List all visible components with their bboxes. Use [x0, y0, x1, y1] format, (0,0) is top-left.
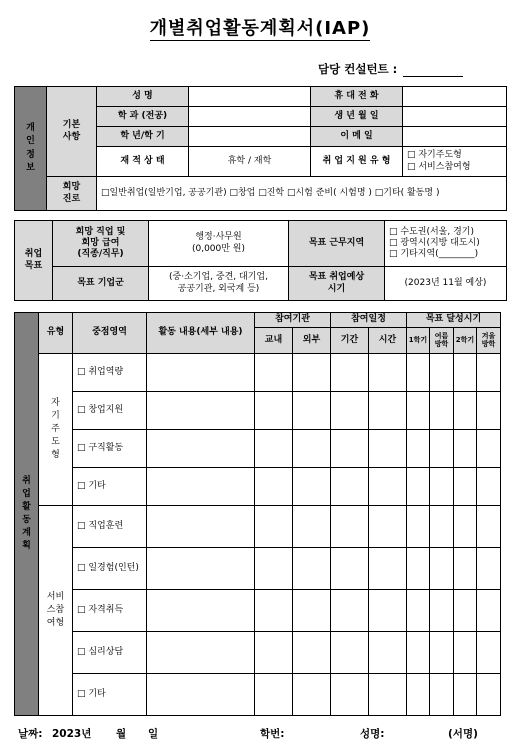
hope-job-value[interactable]: 행정·사무원 (0,000만 원)	[149, 221, 289, 267]
focus-checkbox[interactable]: □ 일경험(인턴)	[73, 548, 147, 590]
sem2-cell[interactable]	[454, 674, 477, 716]
activity-plan-side-label: 취 업 활 동 계 획	[15, 313, 39, 716]
major-label: 학 과 (전공)	[97, 107, 189, 127]
time-cell[interactable]	[369, 548, 407, 590]
consultant-field	[318, 61, 463, 77]
summer-cell[interactable]	[430, 468, 454, 506]
hope-job-label: 희망 직업 및 희망 급여 (직종/직무)	[53, 221, 149, 267]
header-participating-org: 참여기관	[255, 313, 331, 328]
header-participation-schedule: 참여일정	[331, 313, 407, 328]
sem2-cell[interactable]	[454, 392, 477, 430]
hope-career-label: 희망 진로	[47, 177, 97, 211]
sem1-cell[interactable]	[407, 392, 430, 430]
signature-field[interactable]: (서명)	[448, 728, 478, 740]
type-service-participation: 서비 스참 여형	[39, 506, 73, 716]
activity-cell[interactable]	[147, 354, 255, 392]
checkbox-service-participation[interactable]: □ 서비스참여형	[407, 161, 471, 172]
sem1-cell[interactable]	[407, 548, 430, 590]
activity-cell[interactable]	[147, 430, 255, 468]
phone-input[interactable]	[403, 87, 507, 107]
focus-checkbox[interactable]: □ 심리상담	[73, 632, 147, 674]
personal-info-table	[14, 86, 507, 211]
winter-cell[interactable]	[477, 674, 501, 716]
org-in-cell[interactable]	[255, 632, 293, 674]
header-type: 유형	[39, 313, 73, 354]
activity-cell[interactable]	[147, 632, 255, 674]
focus-checkbox[interactable]: □ 직업훈련	[73, 506, 147, 548]
header-semester-1: 1학기	[407, 328, 430, 354]
time-cell[interactable]	[369, 354, 407, 392]
activity-cell[interactable]	[147, 468, 255, 506]
header-time: 시간	[369, 328, 407, 354]
major-input[interactable]	[189, 107, 311, 127]
sem1-cell[interactable]	[407, 468, 430, 506]
sem1-cell[interactable]	[407, 632, 430, 674]
activity-cell[interactable]	[147, 392, 255, 430]
period-cell[interactable]	[331, 430, 369, 468]
time-cell[interactable]	[369, 430, 407, 468]
header-focus-area: 중점영역	[73, 313, 147, 354]
target-region-options[interactable]	[385, 221, 507, 267]
checkbox-metro-city[interactable]: □ 광역시(지방 대도시)	[389, 237, 480, 248]
winter-cell[interactable]	[477, 468, 501, 506]
summer-cell[interactable]	[430, 506, 454, 548]
personal-info-side-label: 개 인 정 보	[15, 87, 47, 211]
enroll-status-value[interactable]: 휴학 / 재학	[189, 147, 311, 177]
period-cell[interactable]	[331, 392, 369, 430]
grade-label: 학 년/학 기	[97, 127, 189, 147]
time-cell[interactable]	[369, 468, 407, 506]
sem1-cell[interactable]	[407, 430, 430, 468]
activity-plan-table	[14, 312, 501, 716]
birth-label: 생 년 월 일	[311, 107, 403, 127]
focus-checkbox[interactable]: □ 창업지원	[73, 392, 147, 430]
date-month[interactable]: 월	[116, 728, 127, 740]
student-id-field[interactable]: 학번:	[260, 728, 285, 740]
summer-cell[interactable]	[430, 392, 454, 430]
date-year[interactable]: 2023년	[52, 728, 92, 740]
org-out-cell[interactable]	[293, 632, 331, 674]
org-out-cell[interactable]	[293, 392, 331, 430]
org-in-cell[interactable]	[255, 548, 293, 590]
winter-cell[interactable]	[477, 548, 501, 590]
winter-cell[interactable]	[477, 506, 501, 548]
consultant-blank[interactable]	[403, 64, 463, 77]
summer-cell[interactable]	[430, 632, 454, 674]
sem2-cell[interactable]	[454, 548, 477, 590]
period-cell[interactable]	[331, 506, 369, 548]
phone-label: 휴 대 전 화	[311, 87, 403, 107]
org-out-cell[interactable]	[293, 468, 331, 506]
org-in-cell[interactable]	[255, 354, 293, 392]
sem2-cell[interactable]	[454, 468, 477, 506]
org-out-cell[interactable]	[293, 674, 331, 716]
sem2-cell[interactable]	[454, 354, 477, 392]
org-in-cell[interactable]	[255, 392, 293, 430]
birth-input[interactable]	[403, 107, 507, 127]
focus-checkbox[interactable]: □ 자격취득	[73, 590, 147, 632]
enroll-status-label: 재 적 상 태	[97, 147, 189, 177]
activity-cell[interactable]	[147, 548, 255, 590]
email-input[interactable]	[403, 127, 507, 147]
type-self-directed: 자 기 주 도 형	[39, 354, 73, 506]
period-cell[interactable]	[331, 674, 369, 716]
employment-goal-table	[14, 220, 507, 301]
sem2-cell[interactable]	[454, 632, 477, 674]
target-region-label: 목표 근무지역	[289, 221, 385, 267]
header-activity-content: 활동 내용(세부 내용)	[147, 313, 255, 354]
org-in-cell[interactable]	[255, 468, 293, 506]
sem1-cell[interactable]	[407, 590, 430, 632]
period-cell[interactable]	[331, 468, 369, 506]
sem1-cell[interactable]	[407, 674, 430, 716]
sem1-cell[interactable]	[407, 354, 430, 392]
period-cell[interactable]	[331, 354, 369, 392]
checkbox-self-directed[interactable]: □ 자기주도형	[407, 150, 462, 161]
header-on-campus: 교내	[255, 328, 293, 354]
time-cell[interactable]	[369, 392, 407, 430]
grade-input[interactable]	[189, 127, 311, 147]
header-external: 외부	[293, 328, 331, 354]
header-summer-break: 여름 방학	[430, 328, 454, 354]
name-field[interactable]: 성명:	[360, 728, 385, 740]
focus-checkbox[interactable]: □ 구직활동	[73, 430, 147, 468]
target-period-value[interactable]: (2023년 11월 예상)	[385, 267, 507, 301]
checkbox-other-region[interactable]: □ 기타지역(________)	[389, 249, 479, 260]
support-type-options[interactable]	[403, 147, 507, 177]
summer-cell[interactable]	[430, 590, 454, 632]
consultant-label: 담당 컨설턴트 :	[318, 62, 398, 76]
time-cell[interactable]	[369, 674, 407, 716]
org-out-cell[interactable]	[293, 548, 331, 590]
focus-checkbox[interactable]: □ 취업역량	[73, 354, 147, 392]
support-type-label: 취 업 지 원 유 형	[311, 147, 403, 177]
summer-cell[interactable]	[430, 674, 454, 716]
page-title: 개별취업활동계획서(IAP)	[149, 18, 371, 39]
org-out-cell[interactable]	[293, 590, 331, 632]
target-company-value[interactable]: (중·소기업, 중견, 대기업, 공공기관, 외국계 등)	[149, 267, 289, 301]
header-target-period: 목표 달성시기	[407, 313, 501, 328]
summer-cell[interactable]	[430, 548, 454, 590]
activity-cell[interactable]	[147, 674, 255, 716]
checkbox-capital-area[interactable]: □ 수도권(서울, 경기)	[389, 226, 474, 237]
sem2-cell[interactable]	[454, 430, 477, 468]
date-day[interactable]: 일	[148, 728, 159, 740]
sem2-cell[interactable]	[454, 506, 477, 548]
name-label: 성 명	[97, 87, 189, 107]
header-winter-break: 겨울 방학	[477, 328, 501, 354]
focus-checkbox[interactable]: □ 기타	[73, 468, 147, 506]
header-semester-2: 2학기	[454, 328, 477, 354]
org-out-cell[interactable]	[293, 506, 331, 548]
winter-cell[interactable]	[477, 430, 501, 468]
summer-cell[interactable]	[430, 354, 454, 392]
org-in-cell[interactable]	[255, 590, 293, 632]
winter-cell[interactable]	[477, 392, 501, 430]
org-out-cell[interactable]	[293, 354, 331, 392]
org-out-cell[interactable]	[293, 430, 331, 468]
org-in-cell[interactable]	[255, 506, 293, 548]
sem1-cell[interactable]	[407, 506, 430, 548]
time-cell[interactable]	[369, 506, 407, 548]
org-in-cell[interactable]	[255, 430, 293, 468]
email-label: 이 메 일	[311, 127, 403, 147]
time-cell[interactable]	[369, 632, 407, 674]
summer-cell[interactable]	[430, 430, 454, 468]
winter-cell[interactable]	[477, 632, 501, 674]
period-cell[interactable]	[331, 632, 369, 674]
target-company-label: 목표 기업군	[53, 267, 149, 301]
org-in-cell[interactable]	[255, 674, 293, 716]
winter-cell[interactable]	[477, 354, 501, 392]
activity-cell[interactable]	[147, 590, 255, 632]
header-period: 기간	[331, 328, 369, 354]
target-period-label: 목표 취업예상 시기	[289, 267, 385, 301]
name-input[interactable]	[189, 87, 311, 107]
date-label: 날짜:	[18, 728, 43, 740]
hope-career-options[interactable]: □일반취업(일반기업, 공공기관) □창업 □진학 □시험 준비( 시험명 ) □기타( 활동명 )	[97, 177, 507, 211]
goal-side-label: 취업 목표	[15, 221, 53, 301]
sem2-cell[interactable]	[454, 590, 477, 632]
time-cell[interactable]	[369, 590, 407, 632]
activity-cell[interactable]	[147, 506, 255, 548]
period-cell[interactable]	[331, 590, 369, 632]
focus-checkbox[interactable]: □ 기타	[73, 674, 147, 716]
period-cell[interactable]	[331, 548, 369, 590]
winter-cell[interactable]	[477, 590, 501, 632]
basic-info-label: 기본 사항	[47, 87, 97, 177]
